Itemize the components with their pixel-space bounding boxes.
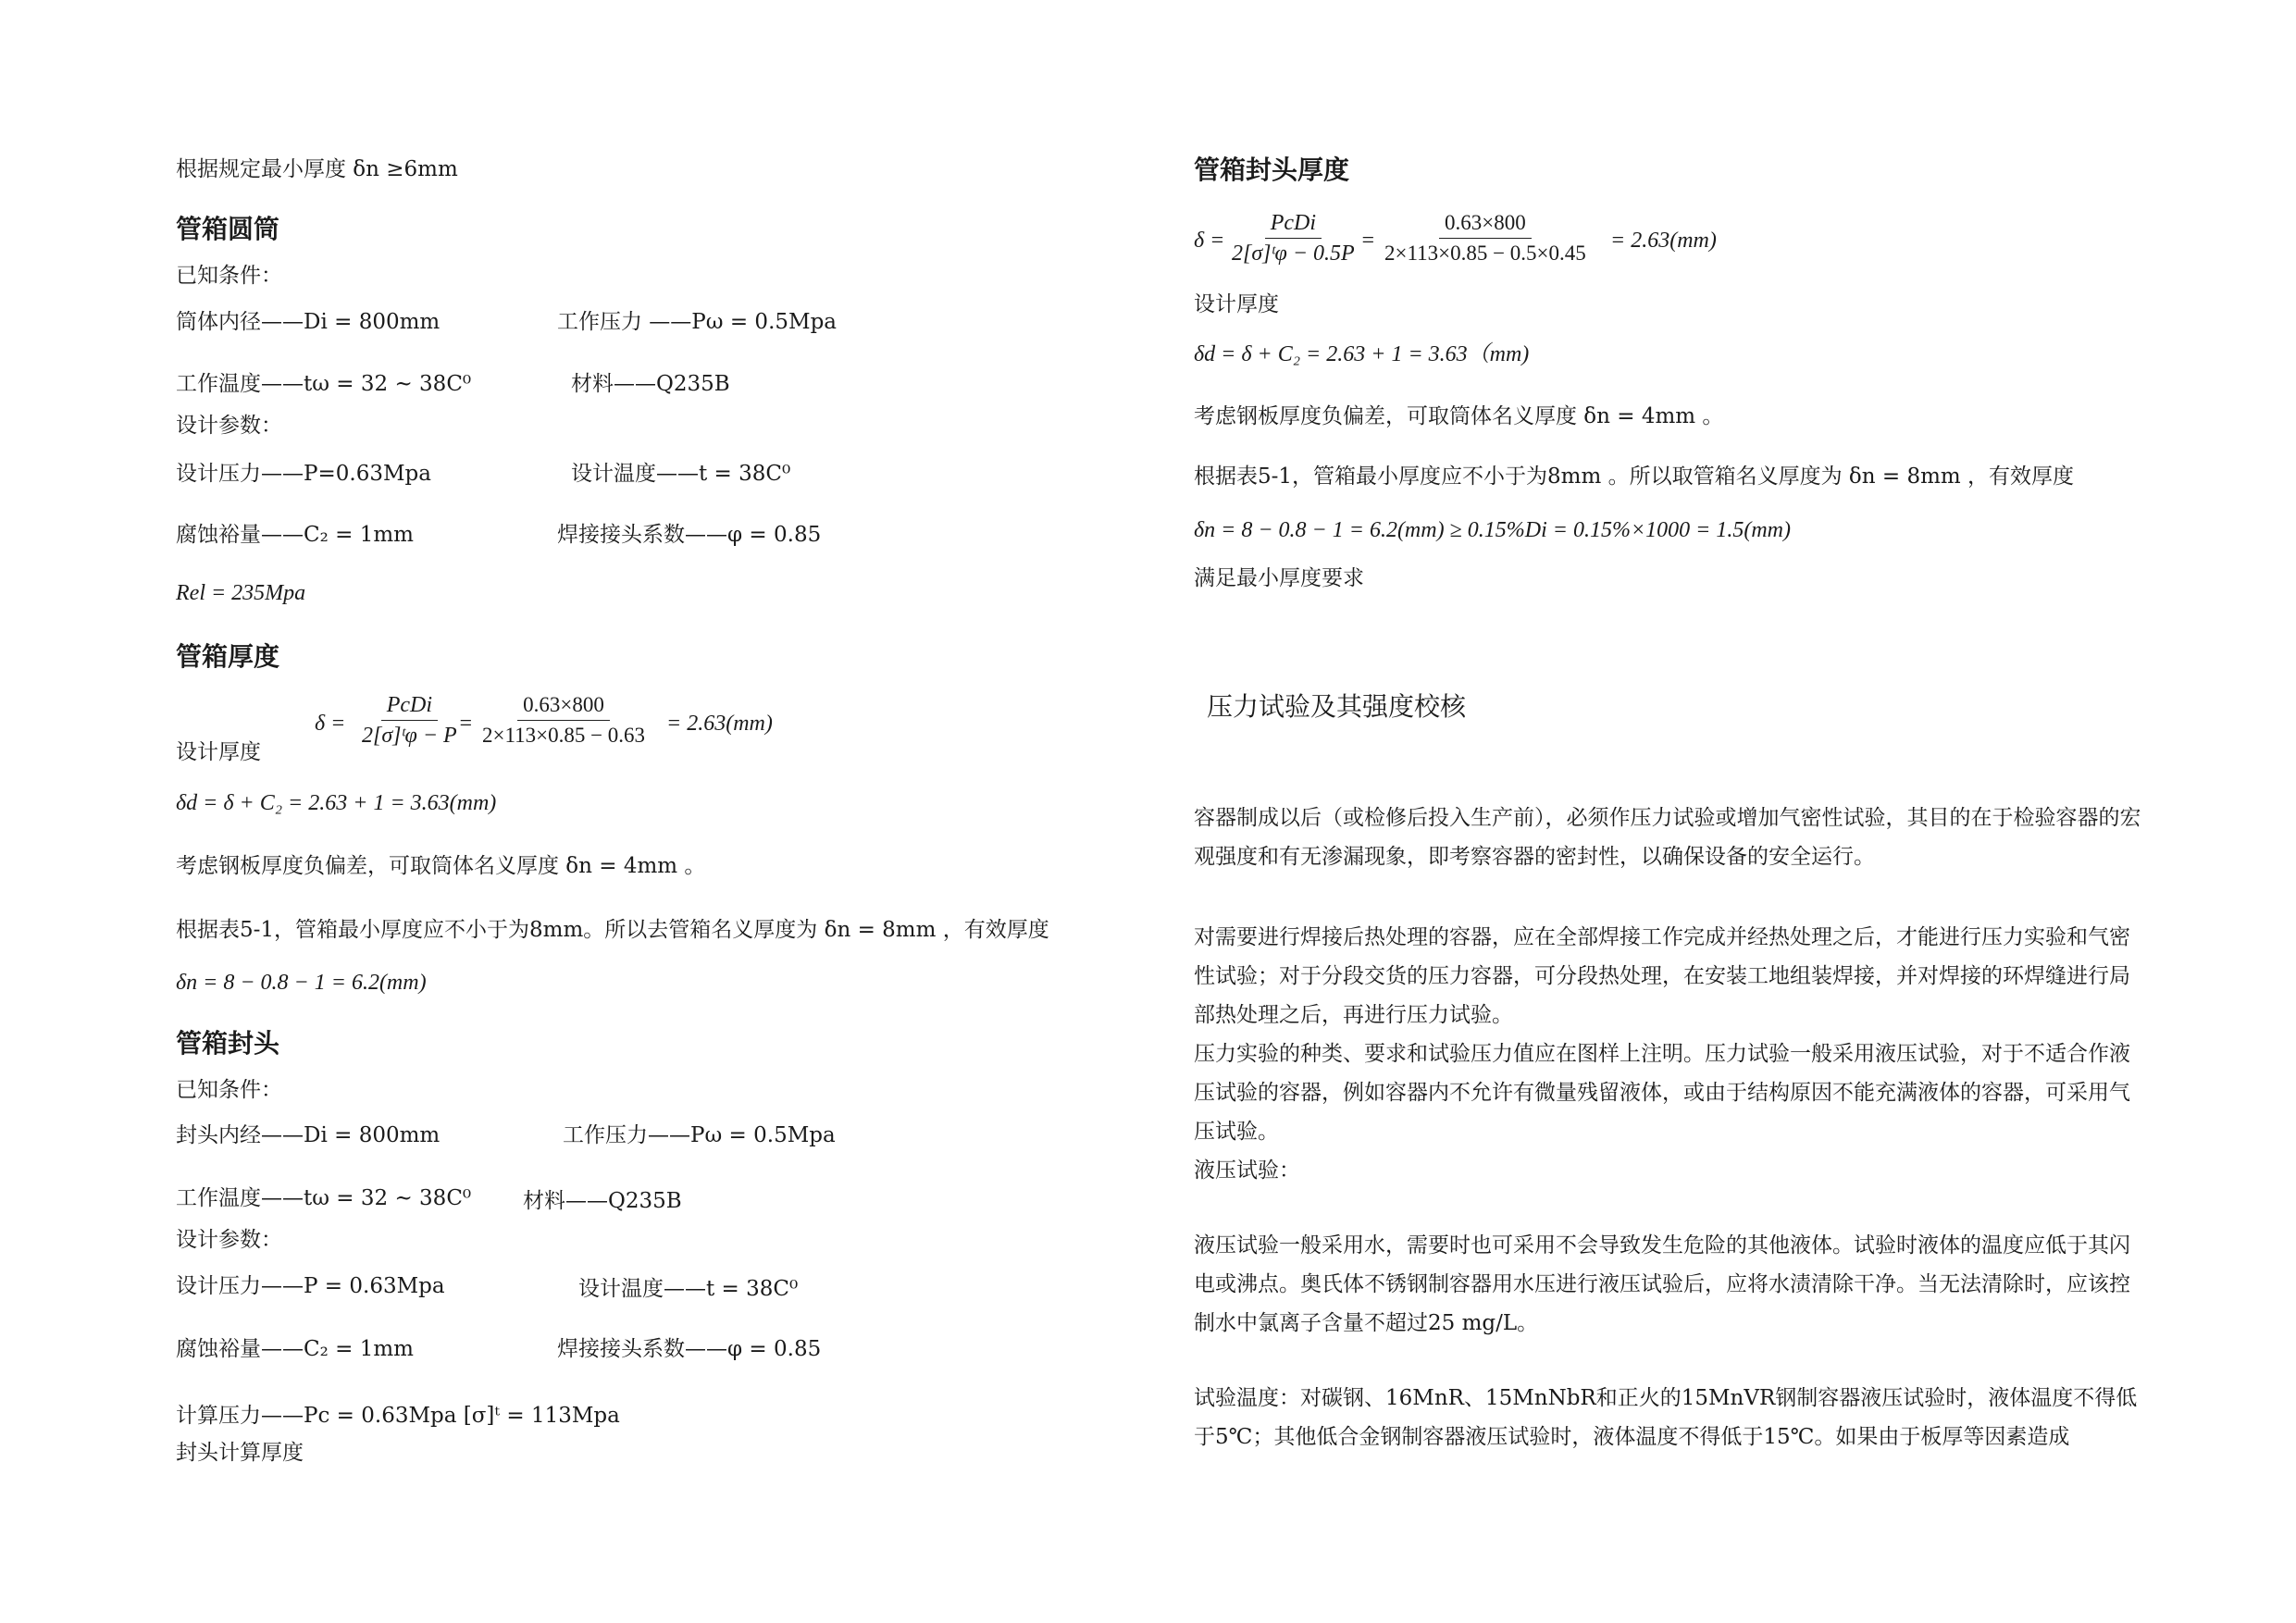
- head-thickness-fraction-numeric: $\frac{0.63\times 800}{2\times 113\times 0.85 - 0.5\times 0.45}$: [1384, 211, 1586, 265]
- shell-work-temp: 工作温度——tω = 32 ~ 38C⁰: [176, 372, 472, 396]
- head-calc-thickness-label: 封头计算厚度: [176, 1441, 304, 1465]
- head-thickness-design-value: δd = δ + C₂ = 2.63 + 1 = 3.63（mm): [1194, 342, 1530, 366]
- shell-weld-factor: 焊接接头系数——φ = 0.85: [557, 523, 822, 547]
- head-params-label: 设计参数：: [176, 1228, 282, 1252]
- head-thickness-equals: =: [1360, 229, 1376, 253]
- shell-work-pressure: 工作压力 ——Pω = 0.5Mpa: [557, 310, 837, 334]
- thickness-design-label: 设计厚度: [176, 740, 261, 764]
- head-calc-pressure: 计算压力——Pc = 0.63Mpa [σ]ᵗ = 113Mpa: [176, 1404, 620, 1428]
- shell-corrosion: 腐蚀裕量——C₂ = 1mm: [176, 523, 414, 547]
- head-thickness-effective: δn = 8 − 0.8 − 1 = 6.2(mm) ≥ 0.15%Di = 0.15%×1000 = 1.5(mm): [1194, 518, 1791, 542]
- head-work-pressure: 工作压力——Pω = 0.5Mpa: [563, 1123, 836, 1147]
- pressure-test-heading: 压力试验及其强度校核: [1207, 691, 1467, 722]
- head-thickness-result: = 2.63(mm): [1610, 229, 1717, 253]
- head-weld-factor: 焊接接头系数——φ = 0.85: [557, 1337, 822, 1361]
- thickness-delta: δ =: [315, 712, 346, 736]
- thickness-result: = 2.63(mm): [666, 712, 773, 736]
- head-thickness-fraction-symbolic: PcDi 2[σ]ᵗφ − 0.5P: [1232, 211, 1355, 266]
- shell-design-temp: 设计温度——t = 38C⁰: [571, 462, 791, 486]
- head-work-temp: 工作温度——tω = 32 ~ 38C⁰: [176, 1186, 472, 1210]
- paragraph-6: 试验温度：对碳钢、16MnR、15MnNbR和正火的15MnVR钢制容器液压试验时，液体温度不得低于5℃；其他低合金钢制容器液压试验时，液体温度不得低于15℃。如果由于板厚等因素造成: [1194, 1386, 2138, 1449]
- left-column: [176, 0, 1148, 1623]
- paragraph-2: 对需要进行焊接后热处理的容器，应在全部焊接工作完成并经热处理之后，才能进行压力实验和气密性试验；对于分段交货的压力容器，可分段热处理，在安装工地组装焊接，并对焊接的环焊缝进行局部热处理之后，再进行压力试验。: [1194, 925, 2130, 1027]
- shell-material: 材料——Q235B: [571, 372, 730, 396]
- paragraph-3: 压力实验的种类、要求和试验压力值应在图样上注明。压力试验一般采用液压试验，对于不适合作液压试验的容器，例如容器内不允许有微量残留液体，或由于结构原因不能充满液体的容器，可采用气压试验。: [1194, 1042, 2130, 1144]
- head-known-label: 已知条件：: [176, 1078, 282, 1102]
- head-corrosion: 腐蚀裕量——C₂ = 1mm: [176, 1337, 414, 1361]
- thickness-effective: δn = 8 − 0.8 − 1 = 6.2(mm): [176, 971, 427, 995]
- head-thickness-table-note: 根据表5-1，管箱最小厚度应不小于为8mm 。所以取管箱名义厚度为 δn = 8mm ，有效厚度: [1194, 465, 2075, 489]
- head-inner-diameter: 封头内经——Di = 800mm: [176, 1123, 441, 1147]
- head-thickness-ok: 满足最小厚度要求: [1194, 566, 1364, 590]
- head-thickness-heading: 管箱封头厚度: [1194, 155, 1350, 185]
- thickness-negative-deviation: 考虑钢板厚度负偏差，可取筒体名义厚度 δn = 4mm 。: [176, 854, 706, 878]
- thickness-equals: =: [458, 712, 474, 736]
- thickness-design-value: δd = δ + C₂ = 2.63 + 1 = 3.63(mm): [176, 791, 497, 815]
- head-material: 材料——Q235B: [523, 1189, 682, 1213]
- thickness-table-note: 根据表5-1，管箱最小厚度应不小于为8mm。所以去管箱名义厚度为 δn = 8mm ，有效厚度: [176, 918, 1049, 942]
- thickness-fraction-symbolic: PcDi 2[σ]ᵗφ − P: [362, 693, 457, 748]
- paragraph-1: 容器制成以后（或检修后投入生产前），必须作压力试验或增加气密性试验，其目的在于检验容器的宏观强度和有无渗漏现象，即考察容器的密封性，以确保设备的安全运行。: [1194, 806, 2141, 869]
- shell-params-label: 设计参数：: [176, 414, 282, 438]
- head-heading: 管箱封头: [176, 1028, 280, 1059]
- head-thickness-negative-deviation: 考虑钢板厚度负偏差，可取筒体名义厚度 δn = 4mm 。: [1194, 404, 1724, 428]
- min-thickness-line: 根据规定最小厚度 δn ≥6mm: [176, 157, 458, 181]
- shell-rel: Rel = 235Mpa: [176, 581, 306, 605]
- thickness-fraction-numeric: $\frac{0.63\times 800}{2\times 113\times 0.85 - 0.63}$: [482, 693, 646, 747]
- head-thickness-delta: δ =: [1194, 229, 1225, 253]
- head-thickness-design-label: 设计厚度: [1194, 292, 1279, 316]
- shell-heading: 管箱圆筒: [176, 214, 280, 244]
- head-design-temp: 设计温度——t = 38C⁰: [578, 1277, 799, 1301]
- paragraph-5: 液压试验一般采用水，需要时也可采用不会导致发生危险的其他液体。试验时液体的温度应低于其闪电或沸点。奥氏体不锈钢制容器用水压进行液压试验后，应将水渍清除干净。当无法清除时，应该控制水中氯离子含量不超过25 mg/L。: [1194, 1233, 2130, 1335]
- right-column: [1194, 0, 2166, 1623]
- thickness-heading: 管箱厚度: [176, 641, 280, 672]
- shell-inner-diameter: 筒体内径——Di = 800mm: [176, 310, 441, 334]
- paragraph-4: 液压试验：: [1194, 1158, 1300, 1183]
- shell-design-pressure: 设计压力——P=0.63Mpa: [176, 462, 431, 486]
- head-design-pressure: 设计压力——P = 0.63Mpa: [176, 1274, 445, 1298]
- shell-known-label: 已知条件：: [176, 264, 282, 288]
